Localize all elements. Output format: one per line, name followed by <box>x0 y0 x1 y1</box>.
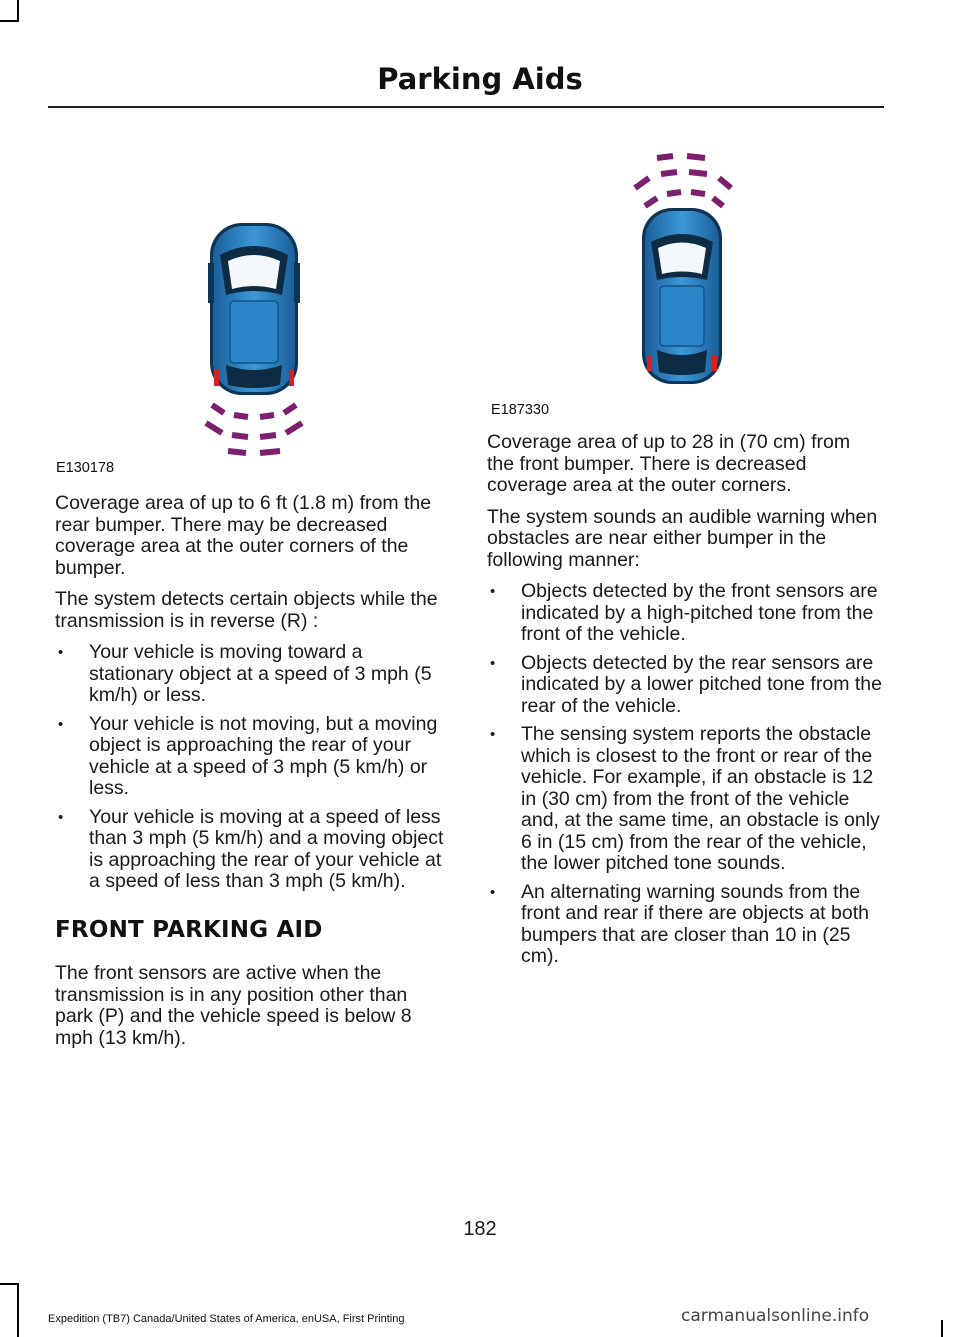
crop-mark-top-left-vertical <box>17 0 19 22</box>
crop-mark-bottom-right-vertical <box>941 1320 943 1337</box>
list-item: • An alternating warning sounds from the front and rear if there are objects at both bumpers that are closer than 10 in (25 cm). <box>487 882 882 968</box>
paragraph: The front sensors are active when the transmission is in any position other than park (P) and the vehicle speed is below 8 mph (13 km/h). <box>55 962 412 1049</box>
section-heading: FRONT PARKING AID <box>55 916 323 943</box>
paragraph: Coverage area of up to 28 in (70 cm) from the front bumper. There is decreased coverage area at the outer corners. <box>487 431 851 496</box>
front-sensor-illustration <box>625 150 745 390</box>
left-column <box>55 493 450 1059</box>
footer-text: Expedition (TB7) Canada/United States of America, enUSA, First Printing <box>48 1313 405 1325</box>
paragraph: The system detects certain objects while the transmission is in reverse (R) : <box>55 588 438 632</box>
list-item: • Your vehicle is moving toward a stationary object at a speed of 3 mph (5 km/h) or less. <box>55 642 450 707</box>
rear-sensor-illustration <box>190 215 320 460</box>
list-item: • Your vehicle is not moving, but a moving object is approaching the rear of your vehicle at a speed of 3 mph (5 km/h) or less. <box>55 714 450 800</box>
crop-mark-top-left-horizontal <box>0 20 19 22</box>
list-item: • Your vehicle is moving at a speed of less than 3 mph (5 km/h) and a moving object is approaching the rear of your vehicle at a speed of less than 3 mph (5 km/h). <box>55 807 450 893</box>
rear-sensor-waves-icon <box>206 405 302 453</box>
bullet-list <box>487 581 882 968</box>
page-title: Parking Aids <box>377 62 583 96</box>
figure-id: E187330 <box>491 402 550 418</box>
page-number: 182 <box>463 1218 497 1240</box>
crop-mark-bottom-left-vertical <box>17 1283 19 1337</box>
car-top-view-icon <box>208 223 300 395</box>
right-column <box>487 432 882 975</box>
bullet-list <box>55 642 450 893</box>
car-top-view-icon <box>642 208 722 384</box>
list-item: • Objects detected by the rear sensors are indicated by a lower pitched tone from the rear of the vehicle. <box>487 653 882 718</box>
list-item: • Objects detected by the front sensors are indicated by a high-pitched tone from the front of the vehicle. <box>487 581 882 646</box>
watermark: carmanualsonline.info <box>681 1306 870 1326</box>
crop-mark-bottom-left-horizontal <box>0 1283 19 1285</box>
header-divider <box>48 106 884 108</box>
figure-id: E130178 <box>56 460 115 476</box>
paragraph: Coverage area of up to 6 ft (1.8 m) from the rear bumper. There may be decreased coverage area at the outer corners of the bumper. <box>55 492 432 579</box>
front-sensor-waves-icon <box>635 156 731 206</box>
paragraph: The system sounds an audible warning when obstacles are near either bumper in the following manner: <box>487 505 878 571</box>
list-item: • The sensing system reports the obstacle which is closest to the front or rear of the vehicle. For example, if an obstacle is 12 in (30 cm) from the front of the vehicle and, at the same time, an obstacle is only 6 in (15 cm) from the rear of the vehicle, the lower pitched tone sounds. <box>487 724 882 875</box>
